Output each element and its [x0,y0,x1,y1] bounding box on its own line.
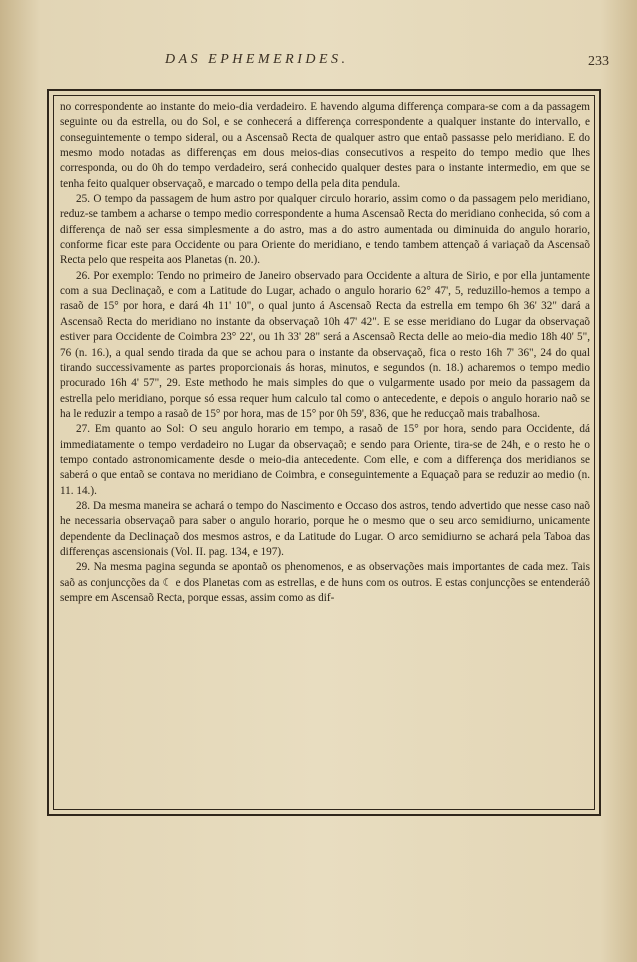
paragraph-continued: no correspondente ao instante do meio-dia verdadeiro. E havendo alguma differença compara-se com a da passagem seguinte ou da estrella, ou do Sol, e se conhecerá a differença correspondente a qualquer instante do intervallo, e conseguintemente o tempo sideral, ou a Ascensaõ Recta de qualquer astro que entaõ passasse pelo meridiano. E do mesmo modo notadas as differenças em dous meios-dias consecutivos a respeito do tempo medio que lhes corresponda, ou do 0h do tempo verdadeiro, será conhecido qualquer destes para o instante intermedio, em que se tenha feito qualquer observaçaõ, e marcado o tempo della pela dita pendula. [60,101,590,190]
running-title: DAS EPHEMERIDES. [165,52,349,67]
body-text [60,100,590,606]
paragraph-27: 27. Em quanto ao Sol: O seu angulo horario em tempo, a rasaõ de 15° por hora, sendo para Occidente, dá immediatamente o tempo verdadeiro no Lugar da observaçaõ; e sendo para Oriente, tira-se de 24h, e o resto he o tempo contado astronomicamente desde o meio-dia antecedente. Com elle, e com a differença dos meridianos se saberá o que entaõ se contava no meridiano de Coimbra, e conseguintemente a Equaçaõ para se reduzir ao medio (n. 11. 14.). [60,423,590,497]
paragraph-26: 26. Por exemplo: Tendo no primeiro de Janeiro observado para Occidente a altura de Sirio, e por ella juntamente com a sua Declinaçaõ, e com a Latitude do Lugar, achado o angulo horario 62° 47', 5, reduzillo-hemos a tempo a rasaõ de 15° por hora, e dará 4h 11' 10", o qual junto á Ascensaõ Recta da estrella em tempo 6h 36' 32" dará a Ascensaõ Recta do meridiano no instante da observaçaõ 10h 47' 42". E se esse meridiano do Lugar da observaçaõ estiver para Occidente de Coimbra 23° 22', ou 1h 33' 28" será a Ascensaõ Recta delle ao meio-dia medio 18h 40' 5", 76 (n. 16.), a qual sendo tirada da que se achou para o instante da observaçaõ, fica o resto 16h 7' 36", 24 do qual tirando successivamente as partes proporcionais ás horas, minutos, e segundos (n. 18.) acharemos o tempo medio procurado 16h 4' 57", 29. Este methodo he mais simples do que o vulgarmente usado por meio da passagem da estrella pelo meridiano, porque só essa requer hum calculo tal como o antecedente, e depois o angulo horario naõ se ha le reduzir a tempo a rasaõ de 15° por hora, mas de 15° por 0h 59', 836, que he reducçaõ mais trabalhosa. [60,269,590,420]
paragraph-25: 25. O tempo da passagem de hum astro por qualquer circulo horario, assim como o da passagem pelo meridiano, reduz-se tambem a acharse o tempo medio correspondente a huma Ascensaõ Recta do meridiano conhecida, só com a differença de naõ ser essa simplesmente a do astro, mas a do astro aumentada ou diminuida do angulo horario, conforme ficar este para Occidente ou para Oriente do meridiano, e tendo tambem attençaõ á variaçaõ da Ascensaõ Recta pelo que respeita aos Planetas (n. 20.). [60,193,590,267]
paragraph-29: 29. Na mesma pagina segunda se apontaõ os phenomenos, e as observações mais importantes de cada mez. Tais saõ as conjuncções da ☾ e dos Planetas com as estrellas, e de huns com os outros. E estas conjuncções se entenderáõ sempre em Ascensaõ Recta, porque essas, assim como as dif- [60,561,590,604]
running-head [0,52,637,72]
paragraph-28: 28. Da mesma maneira se achará o tempo do Nascimento e Occaso dos astros, tendo advertido que nesse caso naõ he necessaria observaçaõ para saber o angulo horario, porque he o mesmo que o seu arco semidiurno, unicamente dependente da Declinaçaõ dos mesmos astros, e da Latitude do Lugar. O arco semidiurno se achará pela Taboa das differenças ascensionais (Vol. II. pag. 134, e 197). [60,499,590,558]
page-number: 233 [588,54,609,69]
